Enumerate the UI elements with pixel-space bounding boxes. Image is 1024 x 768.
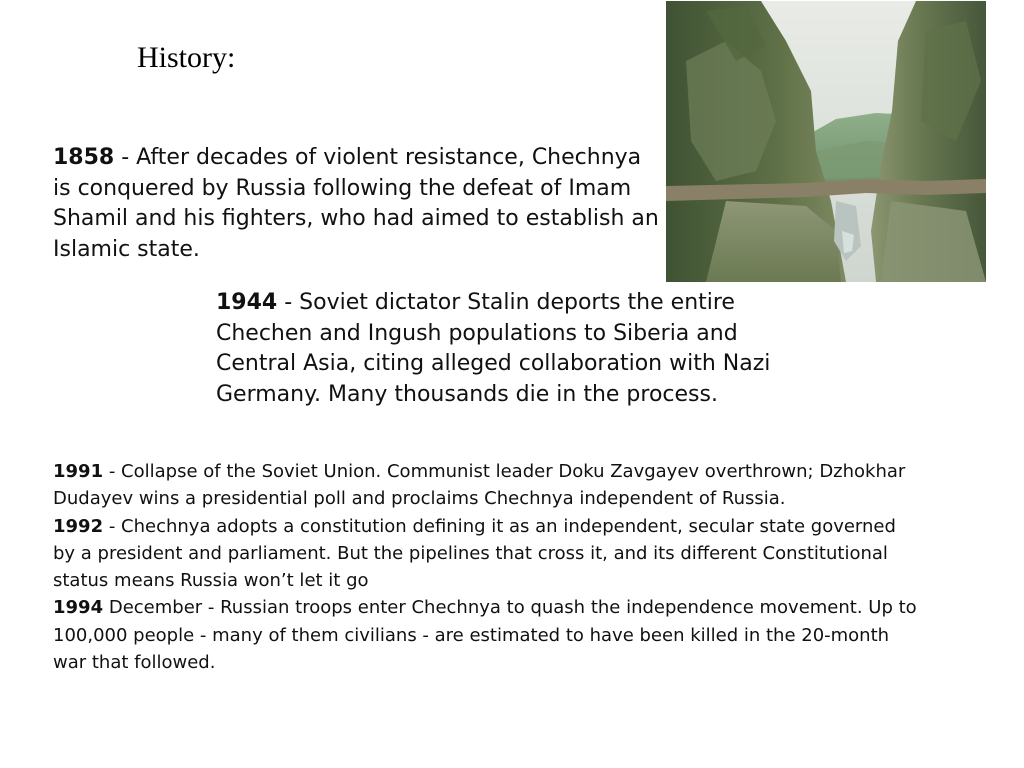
- entry-year: 1992: [53, 515, 104, 537]
- entry-year: 1991: [53, 461, 104, 482]
- entry-year: 1994: [53, 597, 104, 619]
- entry-text: - Soviet dictator Stalin deports the entire Chechen and Ingush populations to Siberia and Central Asia, citing alleged collaboration with Nazi Germany. Many thousands die in the process.: [216, 290, 771, 407]
- history-entries-list: [53, 458, 923, 676]
- mountain-gorge-illustration: [666, 1, 986, 282]
- history-entry-1994: [53, 594, 923, 676]
- entry-text: - Chechnya adopts a constitution defining it as an independent, secular state governed by a president and parliament. But the pipelines that cross it, and its different Constitutional status means Russia won’t let it go: [53, 515, 896, 592]
- entry-year: 1858: [53, 145, 115, 170]
- entry-text: - After decades of violent resistance, Chechnya is conquered by Russia following the defeat of Imam Shamil and his fighters, who had aimed to establish an Islamic state.: [53, 145, 659, 262]
- history-entry-1858: [53, 143, 663, 265]
- mountain-gorge-photo: [666, 1, 986, 282]
- history-entry-1991: [53, 458, 923, 513]
- entry-text: December - Russian troops enter Chechnya to quash the independence movement. Up to 100,000 people - many of them civilians - are estimated to have been killed in the 20-month war that followed.: [53, 597, 917, 674]
- slide-title: History:: [137, 41, 236, 74]
- history-entry-1992: [53, 513, 923, 595]
- history-entry-1944: [216, 288, 776, 410]
- entry-year: 1944: [216, 290, 278, 315]
- entry-text: - Collapse of the Soviet Union. Communist leader Doku Zavgayev overthrown; Dzhokhar Dudayev wins a presidential poll and proclaims Chechnya independent of Russia.: [53, 461, 906, 510]
